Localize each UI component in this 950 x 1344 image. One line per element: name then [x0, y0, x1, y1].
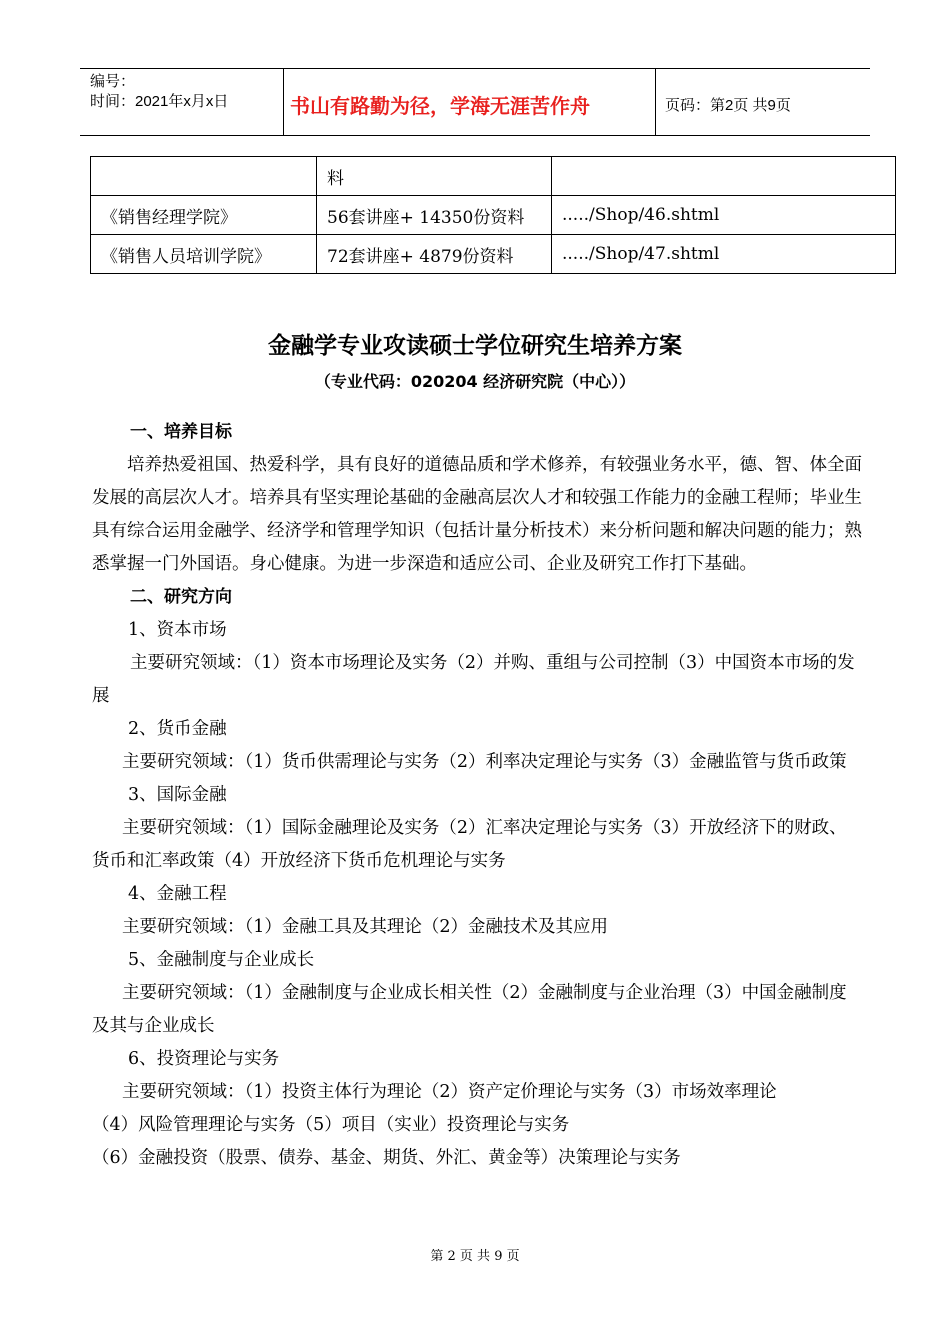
header-page-code: 页码：第2页 共9页 — [665, 97, 791, 114]
table-cell — [552, 157, 896, 196]
table-row — [91, 196, 896, 235]
header-number: 编号： — [90, 73, 136, 90]
direction-title: 2、货币金融 — [128, 719, 227, 739]
direction-areas: 主要研究领域：（1）货币供需理论与实务（2）利率决定理论与实务（3）金融监管与货币政策 — [122, 752, 847, 772]
page-footer: 第 2 页 共 9 页 — [430, 1249, 520, 1264]
header-bottom-rule — [80, 135, 870, 136]
table-cell — [91, 157, 317, 196]
direction-title: 5、金融制度与企业成长 — [128, 950, 315, 970]
direction-areas: 主要研究领域：（1）资本市场理论及实务（2）并购、重组与公司控制（3）中国资本市场的发展 — [92, 653, 855, 706]
header-divider-right — [655, 68, 656, 136]
direction-areas: 主要研究领域：（1）投资主体行为理论（2）资产定价理论与实务（3）市场效率理论 — [122, 1082, 777, 1102]
header-motto: 书山有路勤为径，学海无涯苦作舟 — [290, 94, 590, 118]
table-cell: 料 — [317, 157, 552, 196]
section-heading: 一、培养目标 — [130, 422, 232, 442]
direction-areas: 主要研究领域：（1）金融工具及其理论（2）金融技术及其应用 — [122, 917, 609, 937]
table-cell: 56套讲座+ 14350份资料 — [317, 196, 552, 235]
header-time: 时间：2021年x月x日 — [90, 93, 229, 110]
table-cell: 《销售经理学院》 — [91, 196, 317, 235]
table-row — [91, 235, 896, 274]
resource-table — [90, 156, 896, 274]
direction-title: 6、投资理论与实务 — [128, 1049, 280, 1069]
page-header — [80, 68, 870, 136]
document-subtitle: （专业代码：020204 经济研究院（中心）） — [314, 372, 636, 391]
table-cell: 72套讲座+ 4879份资料 — [317, 235, 552, 274]
table-cell: ...../Shop/47.shtml — [552, 235, 896, 274]
table-cell: ...../Shop/46.shtml — [552, 196, 896, 235]
direction-title: 3、国际金融 — [128, 785, 227, 805]
document-title: 金融学专业攻读硕士学位研究生培养方案 — [268, 333, 682, 359]
document-body — [92, 416, 862, 1175]
direction-areas-continued: （4）风险管理理论与实务（5）项目（实业）投资理论与实务 — [92, 1115, 570, 1135]
direction-title: 1、资本市场 — [128, 620, 227, 640]
direction-areas: 主要研究领域：（1）金融制度与企业成长相关性（2）金融制度与企业治理（3）中国金融制度及其与企业成长 — [92, 983, 847, 1036]
header-meta — [90, 72, 228, 112]
section-heading: 二、研究方向 — [130, 587, 232, 607]
direction-areas: 主要研究领域：（1）国际金融理论及实务（2）汇率决定理论与实务（3）开放经济下的财政、货币和汇率政策（4）开放经济下货币危机理论与实务 — [92, 818, 847, 871]
table-cell: 《销售人员培训学院》 — [91, 235, 317, 274]
paragraph: 培养热爱祖国、热爱科学，具有良好的道德品质和学术修养，有较强业务水平，德、智、体全面发展的高层次人才。培养具有坚实理论基础的金融高层次人才和较强工作能力的金融工程师；毕业生具有综合运用金融学、经济学和管理学知识（包括计量分析技术）来分析问题和解决问题的能力；熟悉掌握一门外国语。身心健康。为进一步深造和适应公司、企业及研究工作打下基础。 — [92, 455, 862, 574]
header-top-rule — [80, 68, 870, 69]
table-row — [91, 157, 896, 196]
header-divider-left — [283, 68, 284, 136]
direction-title: 4、金融工程 — [128, 884, 227, 904]
direction-areas-continued: （6）金融投资（股票、债券、基金、期货、外汇、黄金等）决策理论与实务 — [92, 1148, 681, 1168]
